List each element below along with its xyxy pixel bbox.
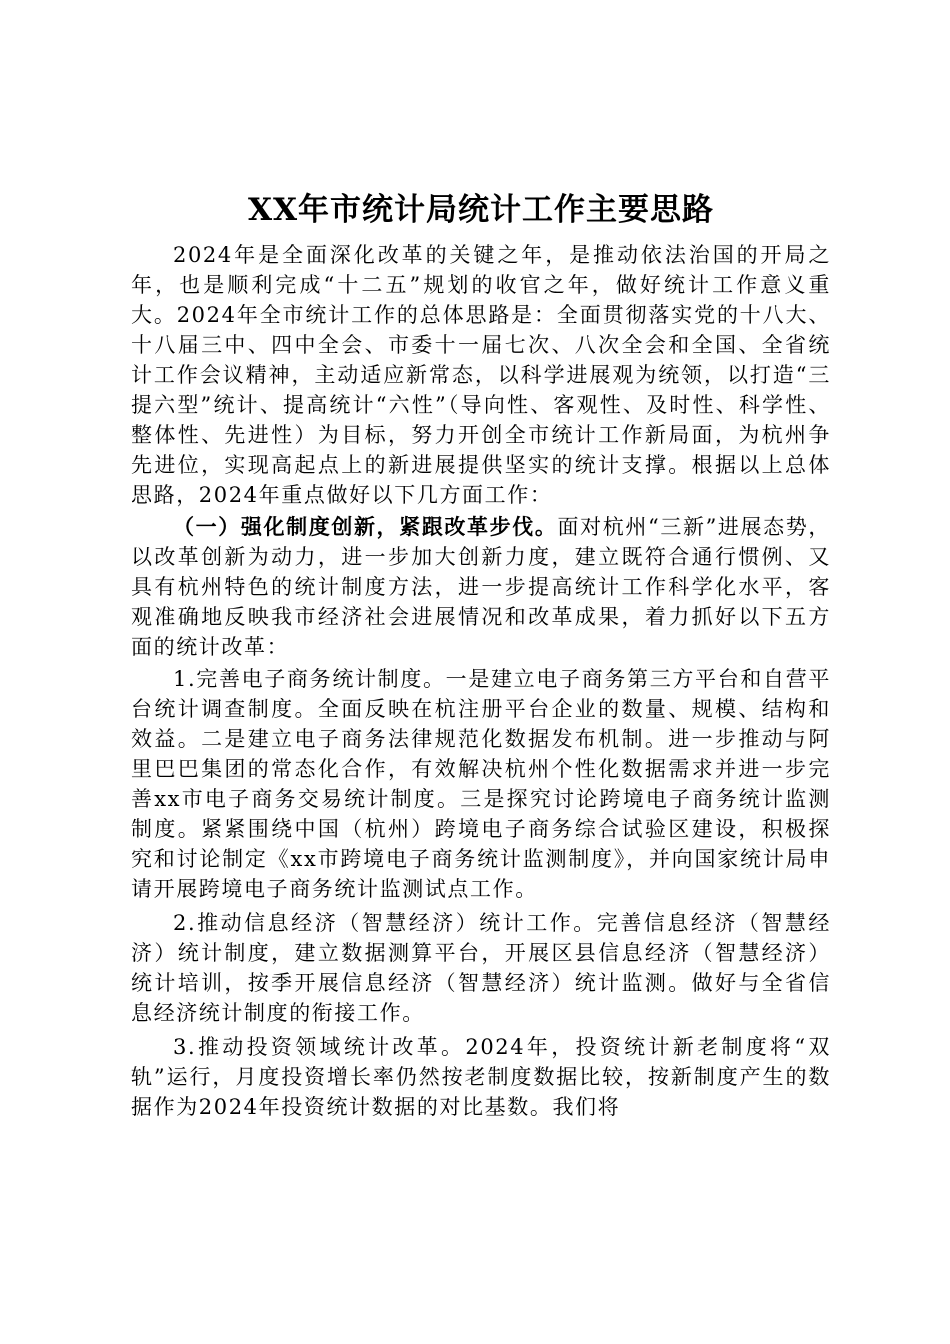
intro-paragraph: 2024年是全面深化改革的关键之年，是推动依法治国的开局之年，也是顺利完成“十二五”规划的收官之年，做好统计工作意义重大。2024年全市统计工作的总体思路是：全面贯彻落实党的十八大、十八届三中、四中全会、市委十一届七次、八次全会和全国、全省统计工作会议精神，主动适应新常态，以科学进展观为统领，以打造“三提六型”统计、提高统计“六性”（导向性、客观性、及时性、科学性、整体性、先进性）为目标，努力开创全市统计工作新局面，为杭州争先进位，实现高起点上的新进展提供坚实的统计支撑。根据以上总体思路，2024年重点做好以下几方面工作： <box>131 243 831 507</box>
document-title: XX年市统计局统计工作主要思路 <box>247 192 715 228</box>
section-1-body: 面对杭州“三新”进展态势，以改革创新为动力，进一步加大创新力度，建立既符合通行惯例、又具有杭州特色的统计制度方法，进一步提高统计工作科学化水平，客观准确地反映我市经济社会进展情况和改革成果，着力抓好以下五方面的统计改革： <box>131 515 831 659</box>
document-body <box>131 180 831 1122</box>
item-1-paragraph: 1.完善电子商务统计制度。一是建立电子商务第三方平台和自营平台统计调查制度。全面反映在杭注册平台企业的数量、规模、结构和效益。二是建立电子商务法律规范化数据发布机制。进一步推动与阿里巴巴集团的常态化合作，有效解决杭州个性化数据需求并进一步完善xx市电子商务交易统计制度。三是探究讨论跨境电子商务统计监测制度。紧紧围绕中国（杭州）跨境电子商务综合试验区建设，积极探究和讨论制定《xx市跨境电子商务统计监测制度》，并向国家统计局申请开展跨境电子商务统计监测试点工作。 <box>131 667 831 901</box>
item-3-paragraph: 3.推动投资领域统计改革。2024年，投资统计新老制度将“双轨”运行，月度投资增长率仍然按老制度数据比较，按新制度产生的数据作为2024年投资统计数据的对比基数。我们将 <box>131 1035 831 1119</box>
section-1-paragraph <box>131 512 831 662</box>
section-1-heading: （一）强化制度创新，紧跟改革步伐。 <box>173 515 558 539</box>
item-2-paragraph: 2.推动信息经济（智慧经济）统计工作。完善信息经济（智慧经济）统计制度，建立数据测算平台，开展区县信息经济（智慧经济）统计培训，按季开展信息经济（智慧经济）统计监测。做好与全省信息经济统计制度的衔接工作。 <box>131 911 831 1025</box>
